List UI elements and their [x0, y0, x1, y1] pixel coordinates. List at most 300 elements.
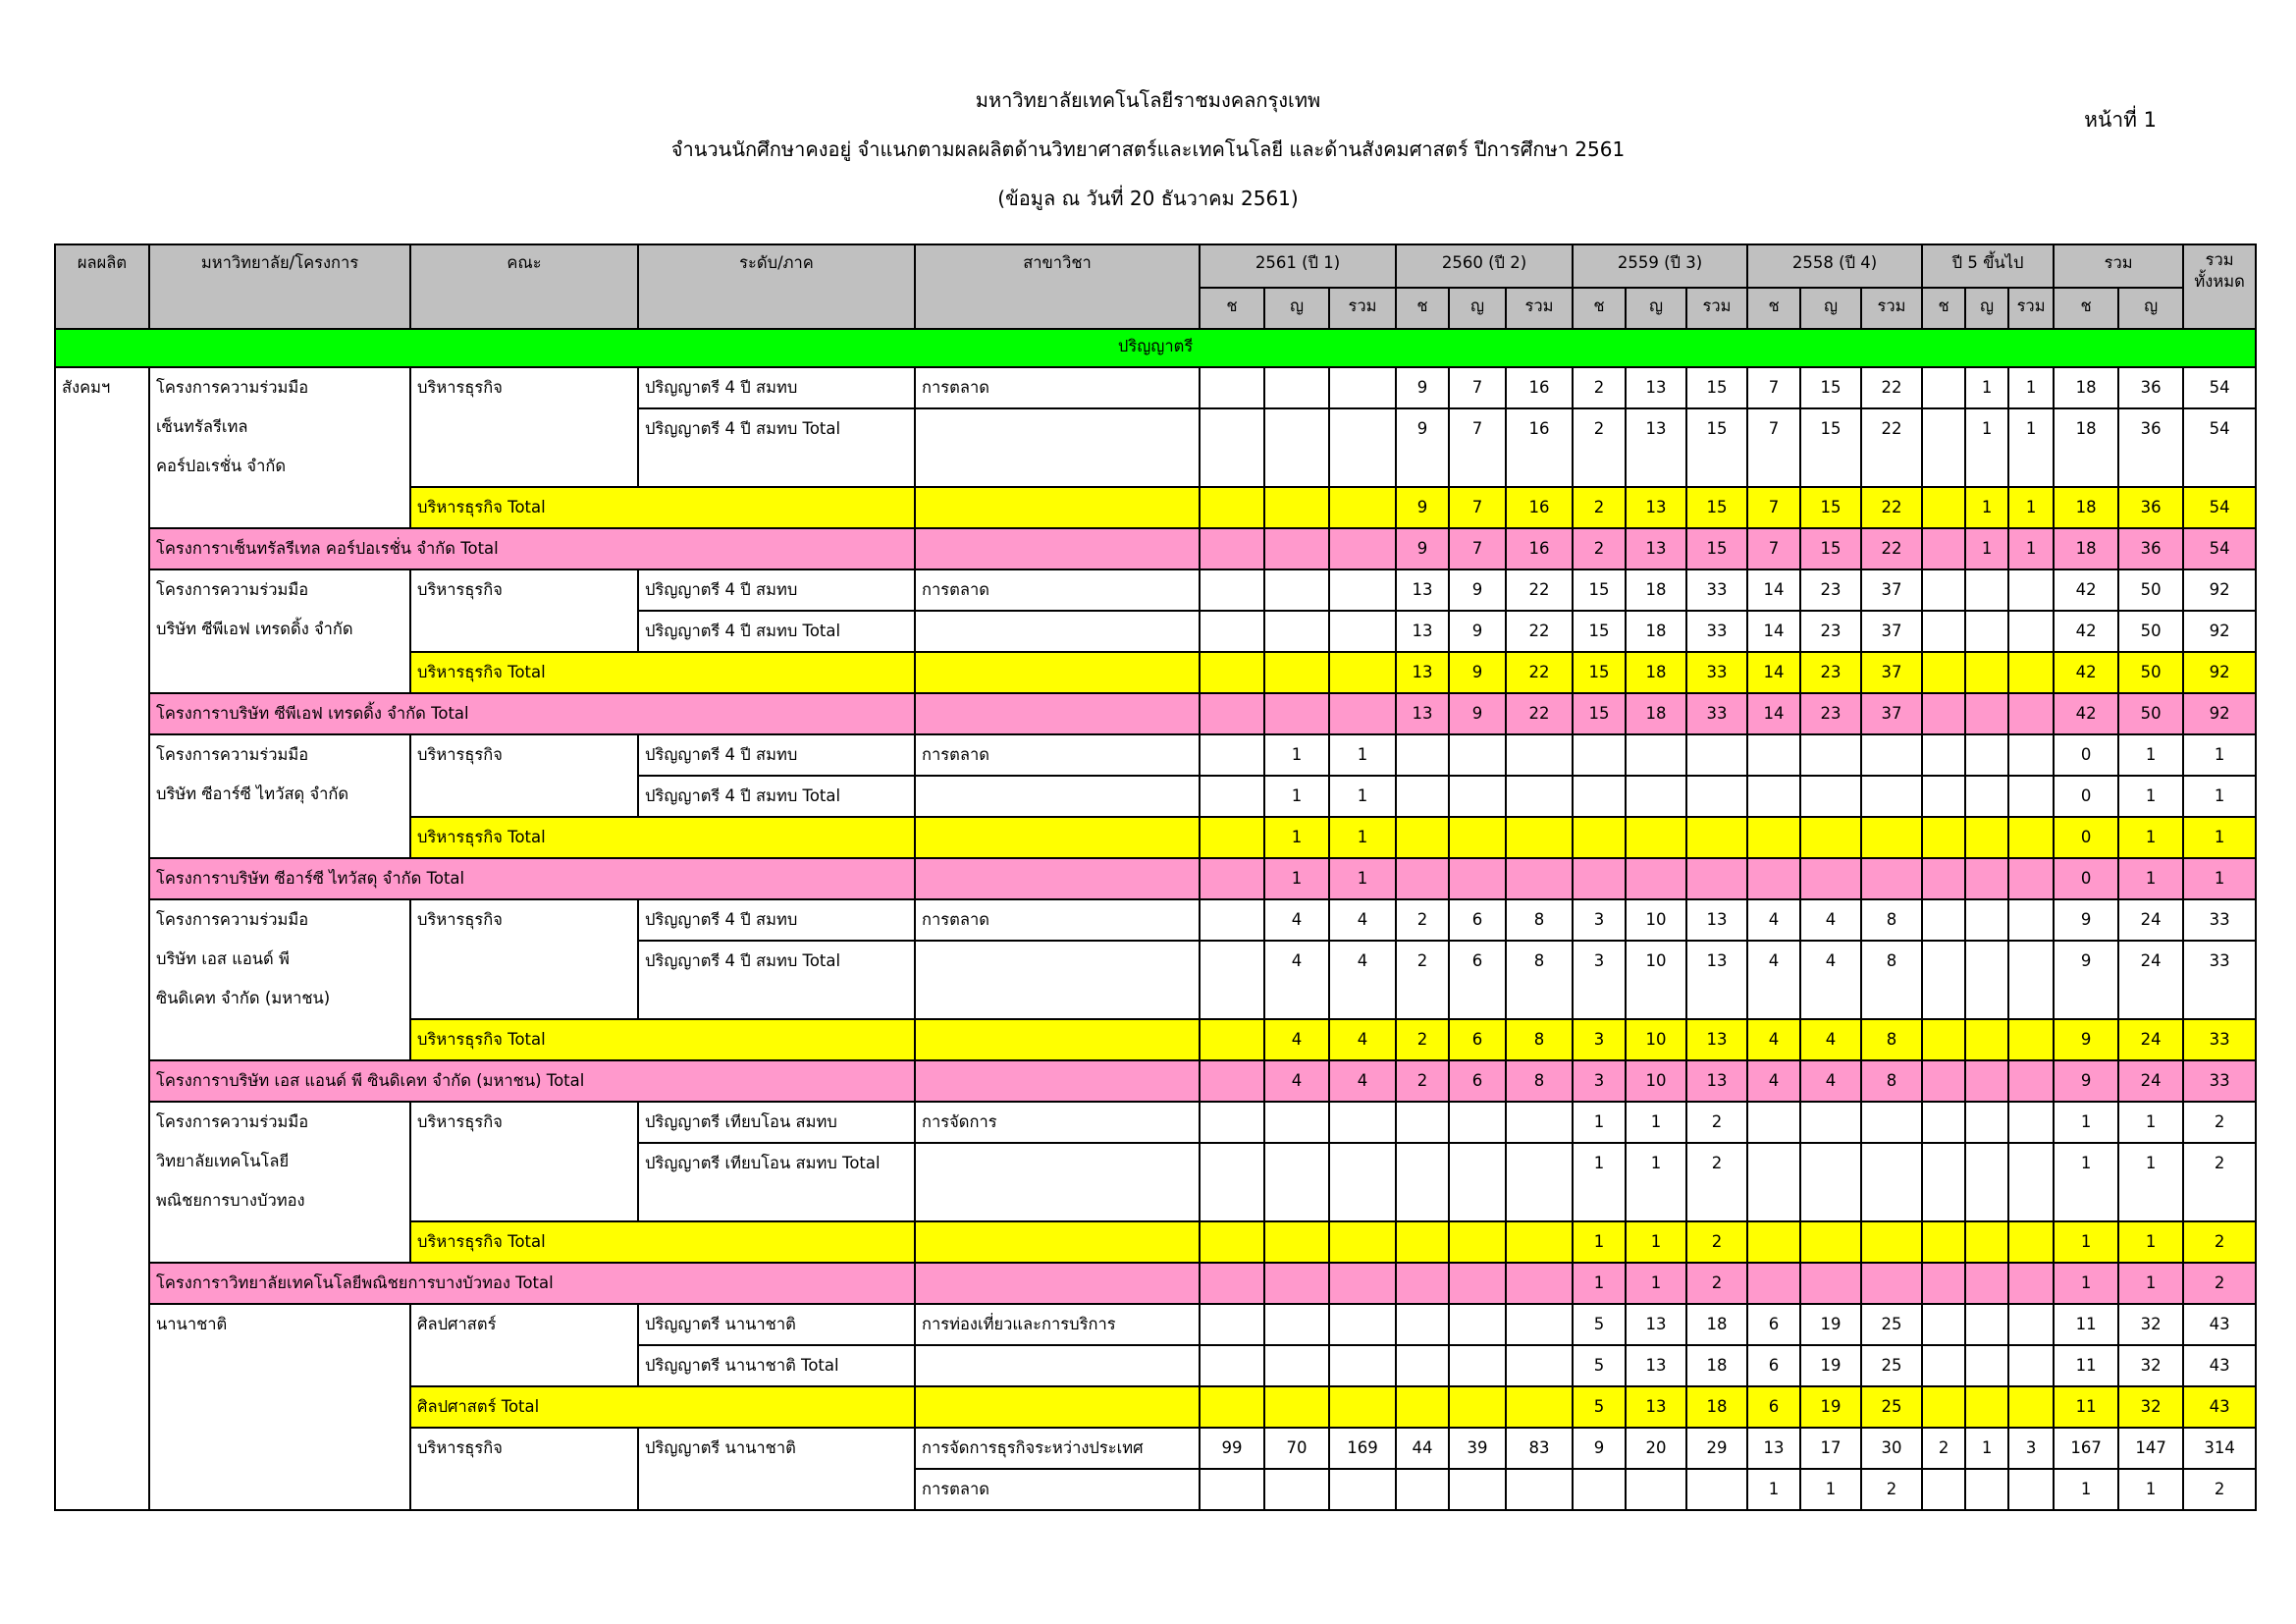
col-level: ระดับ/ภาค: [638, 244, 915, 329]
value-cell: [1264, 1386, 1329, 1428]
value-cell: 13: [1686, 1019, 1747, 1060]
value-cell: [1965, 652, 2008, 693]
subheader-s: รวม: [1861, 288, 1922, 329]
value-cell: 22: [1506, 652, 1573, 693]
value-cell: [1264, 652, 1329, 693]
section-label: ปริญญาตรี: [55, 329, 2256, 367]
value-cell: [1861, 1102, 1922, 1143]
value-cell: [1506, 776, 1573, 817]
value-cell: 24: [2118, 941, 2183, 1019]
value-cell: [1264, 611, 1329, 652]
value-cell: 1: [1329, 734, 1396, 776]
value-cell: 42: [2054, 652, 2118, 693]
value-cell: 1: [1573, 1143, 1626, 1221]
value-cell: [1573, 1469, 1626, 1510]
major-cell: [915, 1060, 1200, 1102]
value-cell: [1965, 776, 2008, 817]
project-line: บริษัท ซีพีเอฟ เทรดดิ้ง จำกัด: [156, 620, 353, 638]
value-cell: [1800, 776, 1861, 817]
value-cell: 30: [1861, 1428, 1922, 1469]
value-cell: [1396, 817, 1449, 858]
value-cell: 50: [2118, 693, 2183, 734]
value-cell: 1: [2118, 734, 2183, 776]
value-cell: 0: [2054, 817, 2118, 858]
subheader-f: ญ: [1449, 288, 1506, 329]
col-grand-total: [2183, 244, 2256, 329]
value-cell: [1200, 408, 1264, 487]
project-cell: [149, 367, 410, 528]
value-cell: 17: [1800, 1428, 1861, 1469]
subheader-m: ช: [1747, 288, 1800, 329]
subheader-m: ช: [2054, 288, 2118, 329]
value-cell: 6: [1449, 899, 1506, 941]
value-cell: 2: [2183, 1263, 2256, 1304]
value-cell: [1449, 817, 1506, 858]
value-cell: 33: [1686, 569, 1747, 611]
value-cell: 24: [2118, 1060, 2183, 1102]
level-total-cell: ปริญญาตรี 4 ปี สมทบ Total: [638, 611, 915, 652]
value-cell: 1: [2008, 367, 2054, 408]
value-cell: 7: [1449, 487, 1506, 528]
value-cell: [1200, 611, 1264, 652]
value-cell: 20: [1626, 1428, 1686, 1469]
value-cell: 7: [1449, 408, 1506, 487]
major-cell: การตลาด: [915, 734, 1200, 776]
value-cell: [1396, 1221, 1449, 1263]
value-cell: 18: [2054, 367, 2118, 408]
value-cell: [1922, 858, 1965, 899]
value-cell: [1200, 528, 1264, 569]
value-cell: 1: [1329, 858, 1396, 899]
value-cell: 42: [2054, 569, 2118, 611]
value-cell: 6: [1449, 1019, 1506, 1060]
value-cell: 4: [1747, 1060, 1800, 1102]
value-cell: [1922, 569, 1965, 611]
major-cell: การตลาด: [915, 569, 1200, 611]
value-cell: [1800, 817, 1861, 858]
value-cell: [1329, 1469, 1396, 1510]
value-cell: 37: [1861, 611, 1922, 652]
value-cell: 18: [1626, 652, 1686, 693]
value-cell: 15: [1686, 408, 1747, 487]
major-cell: [915, 776, 1200, 817]
value-cell: 18: [2054, 408, 2118, 487]
table-row: [55, 734, 2256, 776]
value-cell: 37: [1861, 693, 1922, 734]
level-cell: ปริญญาตรี 4 ปี สมทบ: [638, 899, 915, 941]
value-cell: 1: [2054, 1143, 2118, 1221]
value-cell: 1: [1264, 858, 1329, 899]
value-cell: 8: [1506, 1019, 1573, 1060]
value-cell: 1: [1965, 367, 2008, 408]
value-cell: 1: [2118, 1469, 2183, 1510]
value-cell: [2008, 1102, 2054, 1143]
value-cell: [1800, 1221, 1861, 1263]
value-cell: [1329, 1102, 1396, 1143]
product-cell: สังคมฯ: [55, 367, 149, 1510]
value-cell: 3: [1573, 1060, 1626, 1102]
value-cell: 23: [1800, 652, 1861, 693]
value-cell: [1922, 1345, 1965, 1386]
subheader-s: รวม: [2008, 288, 2054, 329]
value-cell: 3: [1573, 1019, 1626, 1060]
value-cell: 2: [2183, 1143, 2256, 1221]
value-cell: [1573, 858, 1626, 899]
value-cell: 22: [1861, 367, 1922, 408]
value-cell: 19: [1800, 1304, 1861, 1345]
value-cell: 4: [1264, 1019, 1329, 1060]
value-cell: [1686, 776, 1747, 817]
value-cell: [1200, 941, 1264, 1019]
col-2558: 2558 (ปี 4): [1747, 244, 1922, 288]
value-cell: 2: [1396, 899, 1449, 941]
value-cell: 54: [2183, 408, 2256, 487]
value-cell: [1506, 1386, 1573, 1428]
major-cell: [915, 1221, 1200, 1263]
value-cell: 15: [1800, 487, 1861, 528]
value-cell: 50: [2118, 611, 2183, 652]
major-cell: การตลาด: [915, 1469, 1200, 1510]
value-cell: 10: [1626, 941, 1686, 1019]
value-cell: 25: [1861, 1386, 1922, 1428]
value-cell: [1329, 1143, 1396, 1221]
value-cell: 33: [1686, 611, 1747, 652]
value-cell: [1200, 1143, 1264, 1221]
col-faculty: คณะ: [410, 244, 638, 329]
value-cell: 9: [2054, 1019, 2118, 1060]
value-cell: 0: [2054, 776, 2118, 817]
value-cell: 9: [2054, 941, 2118, 1019]
value-cell: [1200, 1469, 1264, 1510]
value-cell: 1: [2118, 1221, 2183, 1263]
value-cell: 70: [1264, 1428, 1329, 1469]
value-cell: 15: [1800, 528, 1861, 569]
value-cell: 4: [1329, 899, 1396, 941]
value-cell: 33: [1686, 652, 1747, 693]
value-cell: [1965, 693, 2008, 734]
value-cell: 2: [1396, 941, 1449, 1019]
value-cell: [1506, 1221, 1573, 1263]
faculty-cell: ศิลปศาสตร์: [410, 1304, 638, 1386]
value-cell: [1264, 1263, 1329, 1304]
value-cell: 169: [1329, 1428, 1396, 1469]
value-cell: [1329, 1263, 1396, 1304]
value-cell: 13: [1396, 611, 1449, 652]
value-cell: 6: [1747, 1304, 1800, 1345]
value-cell: 1: [2183, 858, 2256, 899]
report-university-title: มหาวิทยาลัยเทคโนโลยีราชมงคลกรุงเทพ: [975, 88, 1321, 112]
value-cell: 25: [1861, 1304, 1922, 1345]
value-cell: [2008, 1019, 2054, 1060]
level-total-cell: ปริญญาตรี 4 ปี สมทบ Total: [638, 408, 915, 487]
value-cell: 24: [2118, 899, 2183, 941]
value-cell: 7: [1449, 528, 1506, 569]
subheader-m: ช: [1922, 288, 1965, 329]
value-cell: [1922, 652, 1965, 693]
value-cell: 13: [1747, 1428, 1800, 1469]
value-cell: [1329, 1221, 1396, 1263]
value-cell: 2: [2183, 1221, 2256, 1263]
value-cell: 19: [1800, 1345, 1861, 1386]
value-cell: [1922, 367, 1965, 408]
value-cell: [1747, 1263, 1800, 1304]
faculty-cell: บริหารธุรกิจ: [410, 899, 638, 1019]
value-cell: 2: [1686, 1263, 1747, 1304]
value-cell: [1506, 1102, 1573, 1143]
value-cell: 9: [1449, 693, 1506, 734]
value-cell: 15: [1573, 652, 1626, 693]
value-cell: [1965, 1304, 2008, 1345]
value-cell: 18: [1626, 611, 1686, 652]
value-cell: [1200, 367, 1264, 408]
value-cell: [2008, 1469, 2054, 1510]
value-cell: [1686, 817, 1747, 858]
value-cell: 5: [1573, 1386, 1626, 1428]
value-cell: 11: [2054, 1386, 2118, 1428]
value-cell: 33: [2183, 899, 2256, 941]
value-cell: 6: [1449, 1060, 1506, 1102]
value-cell: [2008, 1143, 2054, 1221]
value-cell: 2: [1861, 1469, 1922, 1510]
value-cell: [1200, 1345, 1264, 1386]
value-cell: [2008, 1386, 2054, 1428]
value-cell: [1329, 528, 1396, 569]
col-2559: 2559 (ปี 3): [1573, 244, 1747, 288]
subheader-f: ญ: [2118, 288, 2183, 329]
value-cell: [1506, 1304, 1573, 1345]
value-cell: [1747, 858, 1800, 899]
value-cell: [1264, 1143, 1329, 1221]
value-cell: 5: [1573, 1304, 1626, 1345]
value-cell: 9: [1573, 1428, 1626, 1469]
value-cell: 4: [1329, 1019, 1396, 1060]
value-cell: [1747, 817, 1800, 858]
value-cell: 92: [2183, 693, 2256, 734]
value-cell: [2008, 776, 2054, 817]
student-table: [54, 244, 2257, 1511]
value-cell: [1264, 1221, 1329, 1263]
value-cell: 50: [2118, 652, 2183, 693]
value-cell: 1: [2118, 858, 2183, 899]
table-row: [55, 1263, 2256, 1304]
value-cell: 22: [1506, 569, 1573, 611]
col-year5: ปี 5 ขึ้นไป: [1922, 244, 2054, 288]
value-cell: [1626, 776, 1686, 817]
project-line: โครงการความร่วมมือ: [156, 1112, 309, 1131]
value-cell: 13: [1626, 1304, 1686, 1345]
value-cell: 1: [2183, 817, 2256, 858]
project-cell: [149, 1102, 410, 1263]
value-cell: 19: [1800, 1386, 1861, 1428]
value-cell: 7: [1747, 408, 1800, 487]
value-cell: 2: [1573, 367, 1626, 408]
value-cell: [1922, 693, 1965, 734]
value-cell: 92: [2183, 569, 2256, 611]
value-cell: 9: [2054, 1060, 2118, 1102]
value-cell: 16: [1506, 528, 1573, 569]
value-cell: [1686, 734, 1747, 776]
value-cell: [2008, 941, 2054, 1019]
value-cell: 43: [2183, 1304, 2256, 1345]
value-cell: 1: [2183, 776, 2256, 817]
value-cell: 1: [1573, 1102, 1626, 1143]
value-cell: [1329, 1386, 1396, 1428]
value-cell: 13: [1626, 1345, 1686, 1386]
value-cell: 22: [1861, 487, 1922, 528]
value-cell: [1264, 569, 1329, 611]
value-cell: [1396, 1469, 1449, 1510]
faculty-cell: บริหารธุรกิจ: [410, 1102, 638, 1221]
value-cell: [1800, 1263, 1861, 1304]
table-row: [55, 1102, 2256, 1143]
value-cell: 1: [1626, 1143, 1686, 1221]
major-cell: [915, 1143, 1200, 1221]
project-cell: [149, 899, 410, 1060]
value-cell: [1573, 734, 1626, 776]
value-cell: [1200, 693, 1264, 734]
value-cell: 10: [1626, 1019, 1686, 1060]
level-cell: ปริญญาตรี เทียบโอน สมทบ: [638, 1102, 915, 1143]
value-cell: 4: [1747, 899, 1800, 941]
value-cell: [1200, 569, 1264, 611]
project-cell: นานาชาติ: [149, 1304, 410, 1510]
value-cell: 39: [1449, 1428, 1506, 1469]
value-cell: [1200, 817, 1264, 858]
value-cell: 54: [2183, 487, 2256, 528]
project-line: วิทยาลัยเทคโนโลยี: [156, 1152, 290, 1170]
value-cell: 14: [1747, 569, 1800, 611]
value-cell: [1965, 941, 2008, 1019]
faculty-total-cell: บริหารธุรกิจ Total: [410, 817, 915, 858]
value-cell: 14: [1747, 652, 1800, 693]
value-cell: [1861, 817, 1922, 858]
value-cell: 167: [2054, 1428, 2118, 1469]
value-cell: 37: [1861, 652, 1922, 693]
value-cell: [1264, 528, 1329, 569]
value-cell: 1: [1264, 734, 1329, 776]
level-cell: ปริญญาตรี 4 ปี สมทบ: [638, 367, 915, 408]
value-cell: 1: [1573, 1263, 1626, 1304]
value-cell: [1449, 1469, 1506, 1510]
value-cell: [1449, 1102, 1506, 1143]
value-cell: 13: [1396, 693, 1449, 734]
value-cell: 1: [1626, 1102, 1686, 1143]
col-sum: รวม: [2054, 244, 2183, 288]
value-cell: 2: [2183, 1469, 2256, 1510]
value-cell: 1: [2118, 1263, 2183, 1304]
level-cell: ปริญญาตรี 4 ปี สมทบ: [638, 734, 915, 776]
col-product: ผลผลิต: [55, 244, 149, 329]
project-cell: [149, 734, 410, 858]
value-cell: 1: [1626, 1263, 1686, 1304]
major-cell: [915, 1345, 1200, 1386]
value-cell: 7: [1747, 528, 1800, 569]
value-cell: 9: [1449, 611, 1506, 652]
value-cell: 42: [2054, 611, 2118, 652]
subheader-f: ญ: [1800, 288, 1861, 329]
report-subtitle: จำนวนนักศึกษาคงอยู่ จำแนกตามผลผลิตด้านวิทยาศาสตร์และเทคโนโลยี และด้านสังคมศาสตร์ ปีการศึกษา 2561: [670, 137, 1626, 161]
level-cell: ปริญญาตรี 4 ปี สมทบ: [638, 569, 915, 611]
value-cell: 8: [1506, 1060, 1573, 1102]
section-row: [55, 329, 2256, 367]
project-line: โครงการความร่วมมือ: [156, 745, 309, 764]
value-cell: [1200, 734, 1264, 776]
value-cell: [2008, 1060, 2054, 1102]
value-cell: 4: [1800, 899, 1861, 941]
value-cell: 2: [1396, 1019, 1449, 1060]
faculty-cell: บริหารธุรกิจ: [410, 1428, 638, 1510]
value-cell: [1922, 1386, 1965, 1428]
value-cell: [2008, 734, 2054, 776]
value-cell: [1922, 941, 1965, 1019]
value-cell: [1626, 858, 1686, 899]
value-cell: [1396, 858, 1449, 899]
value-cell: [1573, 776, 1626, 817]
value-cell: 4: [1747, 1019, 1800, 1060]
col-grand-total-line2: ทั้งหมด: [2194, 272, 2245, 291]
subheader-f: ญ: [1965, 288, 2008, 329]
value-cell: 14: [1747, 693, 1800, 734]
value-cell: 44: [1396, 1428, 1449, 1469]
level-total-cell: ปริญญาตรี นานาชาติ Total: [638, 1345, 915, 1386]
major-cell: การท่องเที่ยวและการบริการ: [915, 1304, 1200, 1345]
value-cell: 13: [1626, 367, 1686, 408]
project-total-cell: โครงการาบริษัท ซีพีเอฟ เทรดดิ้ง จำกัด Total: [149, 693, 915, 734]
value-cell: [1449, 776, 1506, 817]
value-cell: [1396, 1386, 1449, 1428]
value-cell: [1264, 1345, 1329, 1386]
project-total-cell: โครงการาบริษัท เอส แอนด์ พี ซินดิเคท จำกัด (มหาชน) Total: [149, 1060, 915, 1102]
value-cell: 18: [2054, 487, 2118, 528]
major-cell: [915, 817, 1200, 858]
value-cell: [1264, 1102, 1329, 1143]
value-cell: [1626, 734, 1686, 776]
value-cell: 33: [2183, 941, 2256, 1019]
value-cell: [2008, 1263, 2054, 1304]
value-cell: [2008, 1345, 2054, 1386]
value-cell: [1449, 1263, 1506, 1304]
value-cell: [1396, 1263, 1449, 1304]
value-cell: 15: [1800, 408, 1861, 487]
value-cell: 1: [2118, 1143, 2183, 1221]
value-cell: 33: [2183, 1019, 2256, 1060]
faculty-cell: บริหารธุรกิจ: [410, 734, 638, 817]
level-cell: ปริญญาตรี นานาชาติ: [638, 1428, 915, 1510]
project-total-cell: โครงการาเซ็นทรัลรีเทล คอร์ปอเรชั่น จำกัด Total: [149, 528, 915, 569]
value-cell: 4: [1800, 1060, 1861, 1102]
value-cell: 4: [1264, 941, 1329, 1019]
value-cell: 32: [2118, 1345, 2183, 1386]
col-univ: มหาวิทยาลัย/โครงการ: [149, 244, 410, 329]
major-cell: การจัดการ: [915, 1102, 1200, 1143]
value-cell: 7: [1747, 367, 1800, 408]
value-cell: [1506, 1469, 1573, 1510]
value-cell: 36: [2118, 528, 2183, 569]
value-cell: [1747, 734, 1800, 776]
value-cell: 1: [1264, 776, 1329, 817]
value-cell: 314: [2183, 1428, 2256, 1469]
report-date: (ข้อมูล ณ วันที่ 20 ธันวาคม 2561): [997, 187, 1299, 210]
value-cell: [1965, 1263, 2008, 1304]
value-cell: [1922, 899, 1965, 941]
value-cell: [1329, 1304, 1396, 1345]
value-cell: 1: [1965, 1428, 2008, 1469]
value-cell: 1: [2054, 1221, 2118, 1263]
value-cell: 1: [2118, 817, 2183, 858]
value-cell: 9: [1396, 528, 1449, 569]
value-cell: [1965, 817, 2008, 858]
major-cell: [915, 652, 1200, 693]
